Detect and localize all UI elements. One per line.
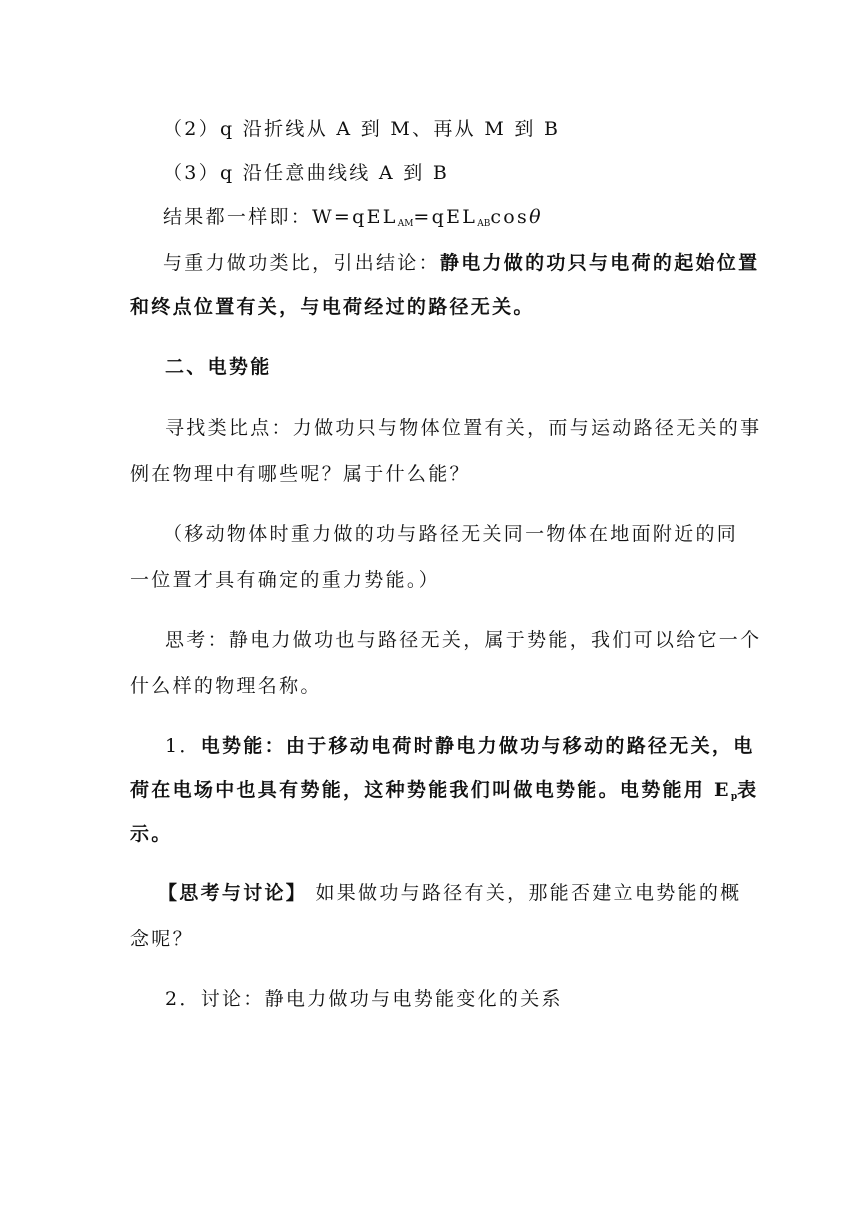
find-point-line-2: 例在物理中有哪些呢？属于什么能？ bbox=[130, 463, 471, 485]
definition-text-2a: 荷在电场中也具有势能，这种势能我们叫做电势能。电势能用 E bbox=[130, 779, 731, 801]
analogy-line-1 bbox=[163, 250, 759, 276]
analogy-normal: 与重力做功类比，引出结论： bbox=[163, 252, 440, 274]
discussion-line-2: 念呢？ bbox=[130, 928, 194, 950]
think-line-2: 什么样的物理名称。 bbox=[130, 675, 322, 697]
subscript-ab: AB bbox=[477, 219, 491, 229]
definition-line-2 bbox=[130, 777, 758, 803]
definition-line-3: 示。 bbox=[130, 823, 173, 845]
definition-number: 1． bbox=[165, 735, 201, 757]
case-3-line: （3）q 沿任意曲线线 A 到 B bbox=[163, 162, 450, 184]
definition-text-2b: 表 bbox=[737, 779, 759, 801]
gravity-note-line-1: （移动物体时重力做的功与路径无关同一物体在地面附近的同 bbox=[163, 523, 739, 545]
discussion-text-1: 如果做功与路径有关，那能否建立电势能的概 bbox=[307, 882, 742, 904]
result-mid: =qEL bbox=[413, 206, 478, 228]
subscript-p: p bbox=[730, 792, 738, 802]
definition-text-1: 电势能：由于移动电荷时静电力做功与移动的路径无关，电 bbox=[200, 735, 755, 757]
case-2-line: （2）q 沿折线从 A 到 M、再从 M 到 B bbox=[163, 118, 561, 140]
think-line-1: 思考：静电力做功也与路径无关，属于势能，我们可以给它一个 bbox=[165, 629, 762, 651]
analogy-conclusion-2: 和终点位置有关，与电荷经过的路径无关。 bbox=[130, 296, 535, 318]
find-point-line-1: 寻找类比点：力做功只与物体位置有关，而与运动路径无关的事 bbox=[165, 417, 762, 439]
result-formula-line bbox=[163, 204, 543, 230]
definition-line-1 bbox=[165, 733, 755, 759]
gravity-note-line-2: 一位置才具有确定的重力势能。） bbox=[130, 569, 441, 591]
section-title: 二、电势能 bbox=[165, 356, 272, 378]
cos-text: cos bbox=[490, 206, 530, 228]
item-2-line: 2．讨论：静电力做功与电势能变化的关系 bbox=[165, 988, 563, 1010]
analogy-conclusion-1: 静电力做的功只与电荷的起始位置 bbox=[439, 252, 760, 274]
discussion-line-1 bbox=[158, 880, 741, 906]
discussion-label: 【思考与讨论】 bbox=[158, 882, 308, 904]
subscript-am: AM bbox=[397, 219, 414, 229]
theta-symbol: θ bbox=[529, 206, 543, 228]
result-prefix: 结果都一样即：W=qEL bbox=[163, 206, 398, 228]
